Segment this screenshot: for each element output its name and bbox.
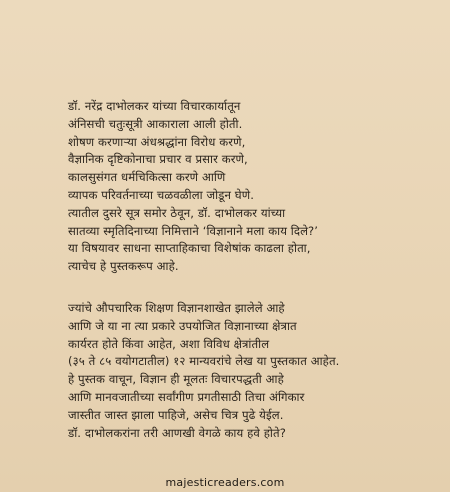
text-line: शोषण करणाऱ्या अंधश्रद्धांना विरोध करणे, [68,134,246,149]
text-line: कार्यरत होते किंवा आहेत, अशा विविध क्षेत्रांतील [68,336,270,351]
text-line: या विषयावर साधना साप्ताहिकाचा विशेषांक काढला होता, [68,241,311,256]
paragraph-intro [68,98,438,276]
text-line: अंनिसची चतुःसूत्री आकाराला आली होती. [68,116,243,131]
text-line: हे पुस्तक वाचून, विज्ञान ही मूलतः विचारपद्धती आहे [68,372,284,387]
text-line: आणि जे या ना त्या प्रकारे उपयोजित विज्ञानाच्या क्षेत्रात [68,318,297,333]
text-line: व्यापक परिवर्तनाच्या चळवळीला जोडून घेणे. [68,187,255,202]
text-line: त्यातील दुसरे सूत्र समोर ठेवून, डॉ. दाभोलकर यांच्या [68,205,286,220]
text-line: ज्यांचे औपचारिक शिक्षण विज्ञानशाखेत झालेले आहे [68,301,285,315]
text-line: आणि मानवजातीच्या सर्वांगीण प्रगतीसाठी तिचा अंगिकार [68,389,305,404]
text-line: डॉ. नरेंद्र दाभोलकर यांच्या विचारकार्यातून [68,99,241,113]
text-line: (३५ ते ८५ वयोगटातील) १२ मान्यवरांचे लेख या पुस्तकात आहेत. [68,354,340,369]
watermark-text: majesticreaders.com [165,476,285,489]
text-line: सातव्या स्मृतिदिनाच्या निमित्ताने ‘विज्ञानाने मला काय दिले?’ [68,223,319,238]
text-line: वैज्ञानिक दृष्टिकोनाचा प्रचार व प्रसार करणे, [68,152,248,167]
text-line: जास्तीत जास्त झाला पाहिजे, असेच चित्र पुढे येईल. [68,407,284,422]
text-line: डॉ. दाभोलकरांना तरी आणखी वेगळे काय हवे होते? [68,425,286,440]
text-line: त्याचेच हे पुस्तकरूप आहे. [68,259,179,274]
paragraph-description [68,300,438,442]
text-line: कालसुसंगत धर्मचिकित्सा करणे आणि [68,170,226,185]
